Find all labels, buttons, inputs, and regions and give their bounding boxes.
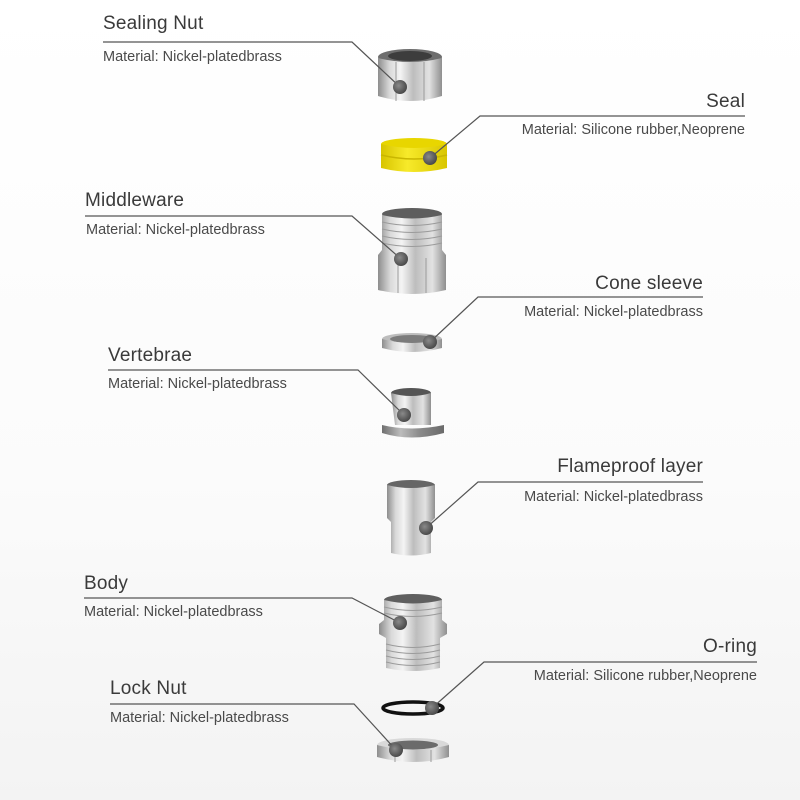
callout-dot <box>423 335 437 349</box>
body-title: Body <box>84 573 129 594</box>
callout-dot <box>389 743 403 757</box>
seal-part <box>381 138 447 172</box>
callout-dot <box>394 252 408 266</box>
o-ring-material: Material: Silicone rubber,Neoprene <box>533 668 757 684</box>
flameproof-layer-title: Flameproof layer <box>557 456 703 477</box>
lock-nut-material: Material: Nickel-platedbrass <box>110 710 289 726</box>
body-material: Material: Nickel-platedbrass <box>84 604 263 620</box>
cone-sleeve-material: Material: Nickel-platedbrass <box>524 304 703 320</box>
middleware-title: Middleware <box>85 190 185 211</box>
flameproof-layer-material: Material: Nickel-platedbrass <box>524 489 703 505</box>
vertebrae-part <box>382 388 444 438</box>
vertebrae-material: Material: Nickel-platedbrass <box>108 376 287 392</box>
callout-dot <box>397 408 411 422</box>
body-part <box>379 594 447 671</box>
callout-dot <box>423 151 437 165</box>
middleware-material: Material: Nickel-platedbrass <box>86 222 265 238</box>
callout-dot <box>419 521 433 535</box>
lock-nut-title: Lock Nut <box>110 678 187 699</box>
callout-dot <box>393 80 407 94</box>
callout-dot <box>425 701 439 715</box>
cone-sleeve-title: Cone sleeve <box>595 273 703 294</box>
seal-material: Material: Silicone rubber,Neoprene <box>521 122 745 138</box>
callout-dot <box>393 616 407 630</box>
sealing-nut-title: Sealing Nut <box>103 13 204 34</box>
o-ring-title: O-ring <box>703 636 757 657</box>
middleware-part <box>378 208 446 294</box>
sealing-nut-material: Material: Nickel-platedbrass <box>103 49 282 65</box>
flameproof-layer-part <box>387 480 435 556</box>
vertebrae-title: Vertebrae <box>108 345 193 366</box>
seal-title: Seal <box>706 91 745 112</box>
